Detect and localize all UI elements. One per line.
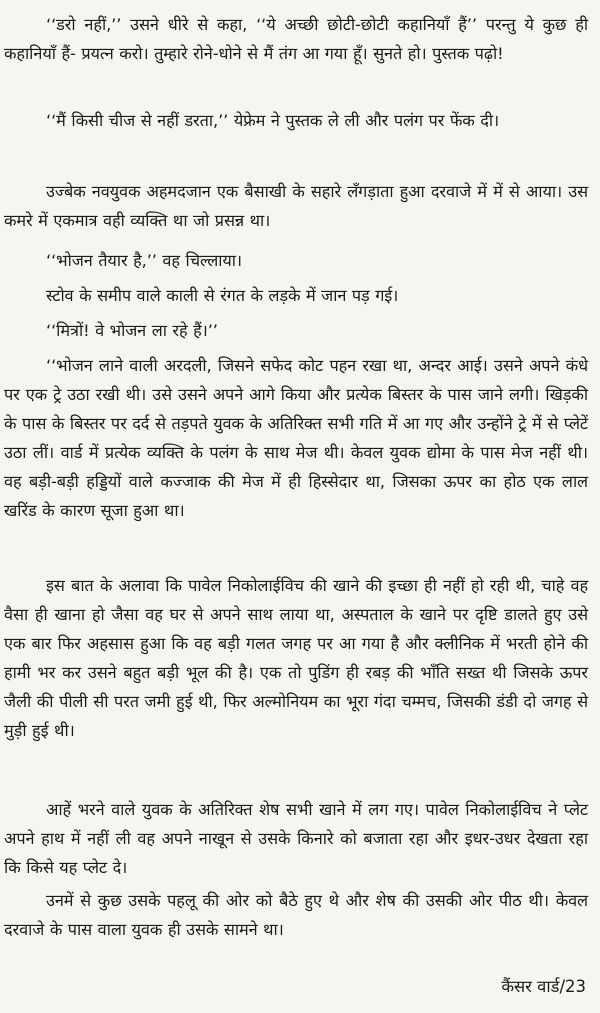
paragraph-9: आहें भरने वाले युवक के अतिरिक्त शेष सभी खाने में लग गए। पावेल निकोलाईविच ने प्लेट अपने हाथ में नहीं ली वह अपने नाखून से उसके किनारे को बजाता रहा और इधर-उधर देखता रहा कि किसे यह प्लेट दे। [4, 800, 588, 877]
paragraph-4: ‘‘भोजन तैयार है,’’ वह चिल्लाया। [46, 251, 242, 270]
paragraph-5: स्टोव के समीप वाले काली से रंगत के लड़के में जान पड़ गई। [46, 286, 399, 305]
paragraph-8: इस बात के अलावा कि पावेल निकोलाईविच की खाने की इच्छा ही नहीं हो रही थी, चाहे वह वैसा ही खाना हो जैसा वह घर से अपने साथ लाया था, अस्पताल के खाने पर दृष्टि डालते हुए उसे एक बार फिर अहसास हुआ कि वह बड़ी गलत जगह पर आ गया है और क्लीनिक में भरती होने की हामी भर कर उसने बहुत बड़ी भूल की है। एक तो पुडिंग ही रबड़ की भाँति सख्त थी जिसके ऊपर जैली की पीली सी परत जमी हुई थी, फिर अल्मोनियम का भूरा गंदा चम्मच, जिसकी डंडी दो जगह से मुड़ी हुई थी। [4, 576, 588, 740]
paragraph-1: ‘‘डरो नहीं,’’ उसने धीरे से कहा, ‘‘ये अच्छी छोटी-छोटी कहानियाँ हैं’’ परन्तु ये कुछ ही कहानियाँ हैं- प्रयत्न करो। तुम्हारे रोने-धोने से मैं तंग आ गया हूँ। सुनते हो। पुस्तक पढ़ो! [4, 15, 588, 63]
page-footer: कैंसर वार्ड/23 [501, 977, 586, 996]
paragraph-7: ‘‘भोजन लाने वाली अरदली, जिसने सफेद कोट पहन रखा था, अन्दर आई। उसने अपने कंधे पर एक ट्रे उठा रखी थी। उसे उसने अपने आगे किया और प्रत्येक बिस्तर के पास जाने लगी। खिड़की के पास के बिस्तर पर दर्द से तड़पते युवक के अतिरिक्त सभी गति में आ गए और उन्होंने ट्रे में से प्लेटें उठा लीं। वार्ड में प्रत्येक व्यक्ति के पलंग के साथ मेज थी। केवल युवक द्योमा के पास मेज नहीं थी। वह बड़ी-बड़ी हड्डियों वाले कज्जाक की मेज में ही हिस्सेदार था, जिसका ऊपर का होठ एक लाल खरिंड के कारण सूजा हुआ था। [4, 356, 588, 520]
paragraph-10: उनमें से कुछ उसके पहलू की ओर को बैठे हुए थे और शेष की उसकी ओर पीठ थी। केवल दरवाजे के पास वाला युवक ही उसके सामने था। [4, 891, 588, 939]
paragraph-6: ‘‘मित्रों! वे भोजन ला रहे हैं।’’ [46, 321, 218, 340]
paragraph-2: ‘‘मैं किसी चीज से नहीं डरता,’’ येफ्रेम ने पुस्तक ले ली और पलंग पर फेंक दी। [46, 111, 500, 130]
paragraph-3: उज्बेक नवयुवक अहमदजान एक बैसाखी के सहारे लँगड़ाता हुआ दरवाजे में में से आया। उस कमरे में एकमात्र वही व्यक्ति था जो प्रसन्न था। [4, 182, 588, 230]
